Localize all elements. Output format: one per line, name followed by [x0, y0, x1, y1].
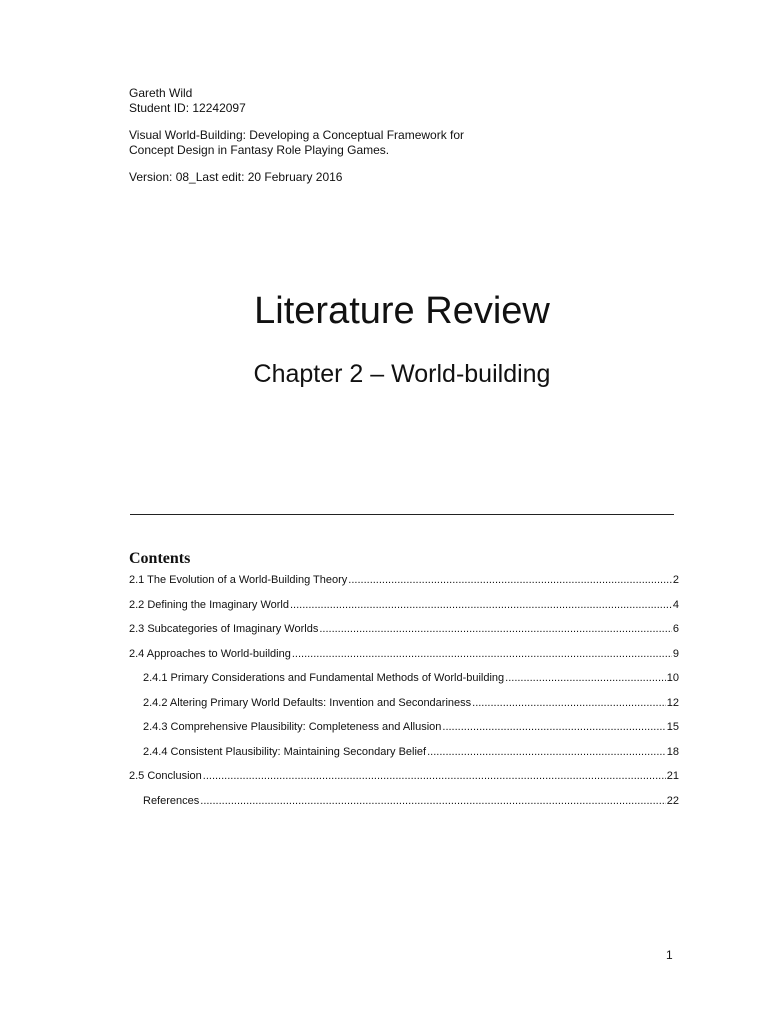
author-name: Gareth Wild — [129, 86, 193, 100]
toc-entry[interactable] — [129, 597, 679, 622]
page-title: Literature Review — [254, 290, 550, 332]
toc-entry[interactable] — [129, 646, 679, 671]
thesis-title-line-2: Concept Design in Fantasy Role Playing Games. — [129, 143, 390, 157]
page-subtitle: Chapter 2 – World-building — [253, 360, 551, 388]
toc-leader-dots — [319, 621, 672, 637]
version-info: Version: 08_Last edit: 20 February 2016 — [129, 170, 343, 184]
toc-leader-dots — [290, 597, 672, 613]
toc-leader-dots — [203, 768, 666, 784]
toc-entry[interactable] — [129, 768, 679, 793]
toc-leader-dots — [200, 793, 665, 809]
toc-subentry[interactable] — [129, 719, 679, 744]
toc-entry-label: 2.2 Defining the Imaginary World — [129, 598, 289, 611]
toc-entry-label: 2.4.3 Comprehensive Plausibility: Completeness and Allusion — [143, 721, 442, 733]
toc-subentry[interactable] — [129, 793, 679, 818]
toc-entry-label: 2.4.4 Consistent Plausibility: Maintaining Secondary Belief — [143, 745, 427, 758]
toc-entry-page: 15 — [666, 721, 679, 733]
toc-entry-label: 2.4.2 Altering Primary World Defaults: Invention and Secondariness — [143, 696, 472, 709]
toc-entry-label: 2.4 Approaches to World-building — [129, 647, 291, 660]
toc-entry[interactable] — [129, 621, 679, 646]
toc-leader-dots — [427, 744, 666, 760]
toc-entry-page: 21 — [666, 770, 679, 782]
toc-entry-page: 12 — [666, 696, 679, 709]
toc-subentry[interactable] — [129, 744, 679, 769]
toc-entry-label: 2.1 The Evolution of a World-Building Theory — [129, 574, 348, 586]
thesis-title-line-1: Visual World-Building: Developing a Conceptual Framework for — [129, 128, 465, 142]
contents-heading: Contents — [129, 550, 191, 567]
toc-leader-dots — [472, 695, 666, 711]
toc-entry-page: 6 — [672, 623, 679, 635]
toc-entry-page: 4 — [672, 598, 679, 611]
toc-entry-label: 2.5 Conclusion — [129, 770, 202, 782]
toc-entry-page: 9 — [672, 647, 679, 660]
toc-subentry[interactable] — [129, 670, 679, 695]
toc-entry-page: 22 — [666, 794, 679, 807]
toc-entry-label: 2.3 Subcategories of Imaginary Worlds — [129, 623, 319, 635]
toc-leader-dots — [442, 719, 665, 735]
table-of-contents — [129, 572, 679, 817]
horizontal-divider — [130, 514, 674, 515]
toc-leader-dots — [292, 646, 672, 662]
toc-entry-label: References — [143, 794, 200, 807]
toc-leader-dots — [505, 670, 666, 686]
toc-leader-dots — [348, 572, 672, 588]
toc-entry[interactable] — [129, 572, 679, 597]
toc-entry-page: 2 — [672, 574, 679, 586]
toc-subentry[interactable] — [129, 695, 679, 720]
toc-entry-page: 18 — [666, 745, 679, 758]
document-header — [129, 86, 629, 185]
page-number: 1 — [666, 948, 673, 962]
toc-entry-label: 2.4.1 Primary Considerations and Fundamental Methods of World-building — [143, 672, 505, 684]
toc-entry-page: 10 — [666, 672, 679, 684]
student-id: Student ID: 12242097 — [129, 101, 246, 115]
